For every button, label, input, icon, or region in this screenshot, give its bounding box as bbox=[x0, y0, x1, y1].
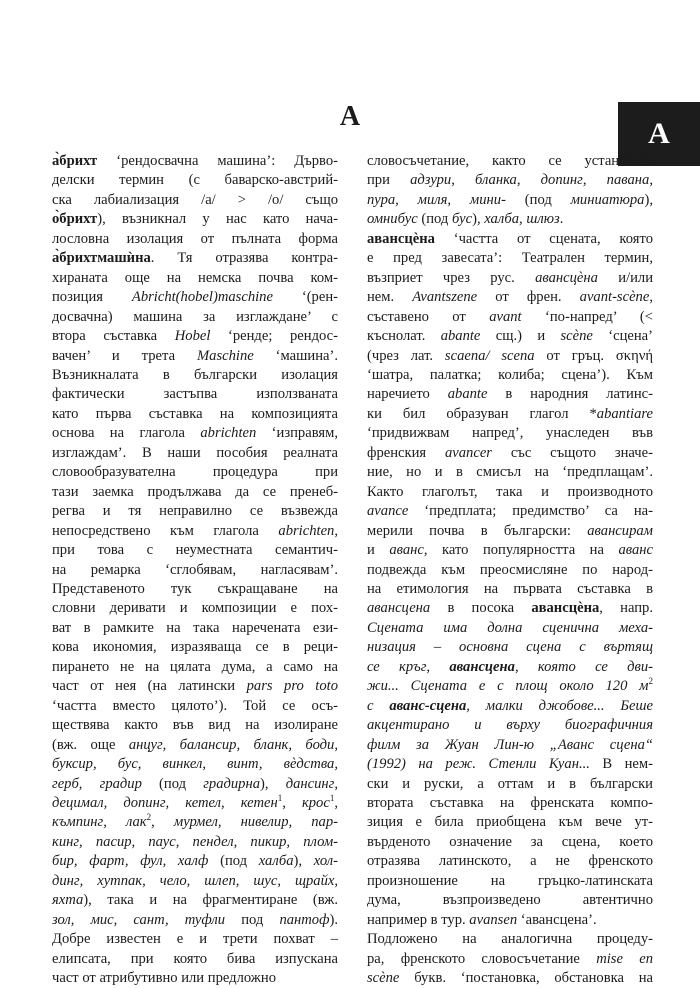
text-line: ‘частта вместо цялото’). Той се осъ- bbox=[52, 697, 338, 714]
text-line: децимал, допинг, кетел, кетен$^1$, крос$^1$, bbox=[52, 793, 338, 811]
text-line: ки бил образуван глагол *abantiare bbox=[367, 405, 653, 422]
text-line: буксир, бус, винкел, винт, вѐдства, bbox=[52, 756, 338, 773]
text-line: се кръг, авансцена, която се дви- bbox=[367, 658, 653, 675]
text-line: изглаждам’. В наши пособия реалната bbox=[52, 444, 338, 461]
text-line: авансцена в посока авансцѐна, напр. bbox=[367, 600, 653, 617]
text-line: отразява латинското, а не френското bbox=[367, 853, 653, 870]
text-line: зол, мис, сант, туфли под пантоф). bbox=[52, 911, 338, 928]
text-line: ра, френското словосъчетание mise en bbox=[367, 950, 653, 967]
text-line: scène букв. ‘постановка, обстановка на bbox=[367, 970, 653, 987]
text-line: ска лабиализация /a/ > /o/ също bbox=[52, 191, 338, 208]
text-line: омнибус (под бус), халба, шлюз. bbox=[367, 211, 564, 228]
text-line: кова икономия, изразяваща се в реци- bbox=[52, 639, 338, 656]
text-line: низация – основна сцена с въртящ bbox=[367, 639, 653, 656]
text-line: а̀брихтмашѝна. Тя отразява контра- bbox=[52, 250, 338, 267]
text-line: яхта), така и на фрагментиране (вж. bbox=[52, 892, 338, 909]
text-line: произношение на гръцко-латинската bbox=[367, 872, 653, 889]
text-line: пура, миля, мини- (под миниатюра), bbox=[367, 191, 653, 208]
text-line: ‘придвижвам напред’, унаследен във bbox=[367, 425, 653, 442]
text-line: делски термин (с баварско-австрий- bbox=[52, 172, 338, 189]
text-line: Представеното тук съкращаване на bbox=[52, 580, 338, 597]
text-line: бир, фарт, фул, халф (под халба), хол- bbox=[52, 853, 338, 870]
text-line: като първа съставка на композицията bbox=[52, 405, 338, 422]
text-line: при това с неуместната семантич- bbox=[52, 542, 338, 559]
text-line: съставено от avant ‘по-напред’ (< bbox=[367, 308, 654, 325]
text-line: на ремарка ‘сглобявам, нагласявам’. bbox=[52, 561, 338, 578]
text-line: при адзури, бланка, допинг, павана, bbox=[367, 172, 653, 189]
text-line: лословна изолация от пълната форма bbox=[52, 230, 338, 247]
text-line: динг, хутпак, чело, шлеп, шус, щрайх, bbox=[52, 872, 338, 889]
text-line: пирането не на цялата дума, а само на bbox=[52, 658, 338, 675]
text-line: (1992) на реж. Стенли Куан... В нем- bbox=[367, 756, 653, 773]
text-line: жи... Сцената е с площ около 120 $м^2$ bbox=[367, 676, 653, 695]
text-line: (чрез лат. scaena/ scena от гръц. σκηνή bbox=[367, 347, 653, 364]
text-line: тази заемка продължава да се пренеб- bbox=[52, 483, 338, 500]
text-line: къмпинг, лак$^2$, мурмел, нивелир, пар- bbox=[52, 812, 338, 831]
text-line: герб, градир (под градирна), дансинг, bbox=[52, 775, 338, 792]
text-line: словообразувателна процедура при bbox=[52, 464, 338, 481]
text-line: втората съставка на френската компо- bbox=[367, 794, 653, 811]
text-line: къснолат. abante сщ.) и scène ‘сцена’ bbox=[367, 328, 653, 345]
left-text-column bbox=[52, 152, 338, 988]
text-line: елипсата, при която бива изпускана bbox=[52, 950, 338, 967]
text-line: а̀брихт ‘рендосвачна машина’: Дърво- bbox=[52, 153, 338, 169]
text-line: втора съставка Hobel ‘ренде; рендос- bbox=[52, 328, 338, 345]
text-line: и аванс, като популярността на аванс bbox=[367, 542, 653, 559]
thumb-index-letter: А bbox=[648, 117, 670, 150]
text-line: ществява както във вид на изолиране bbox=[52, 717, 338, 734]
text-line: дума, възпроизведено автентично bbox=[367, 892, 653, 909]
text-line: мерили почва в български: авансирам bbox=[367, 522, 653, 539]
text-line: подвежда към преосмисляне по народ- bbox=[367, 561, 653, 578]
text-line: непосредствено към глагола abrichten, bbox=[52, 522, 338, 539]
text-line: авансцѐна ‘частта от сцената, която bbox=[367, 230, 653, 247]
text-line: фактически застъпва използваната bbox=[52, 386, 338, 403]
text-line: досвачна) машина за изглаждане’ с bbox=[52, 308, 338, 325]
text-line: ват в рамките на така наречената ези- bbox=[52, 619, 338, 636]
text-line: кинг, пасир, паус, пендел, пикир, плом- bbox=[52, 833, 338, 850]
text-line: наречието abante в народния латинс- bbox=[367, 386, 653, 403]
text-line: основа на глагола abrichten ‘изправям, bbox=[52, 425, 338, 442]
text-line: върденото означение за сцена, което bbox=[367, 833, 653, 850]
text-line: Както глаголът, така и производното bbox=[367, 483, 653, 500]
text-line: словни деривати и композиции е пох- bbox=[52, 600, 338, 617]
text-line: хираната още на немска почва ком- bbox=[52, 269, 338, 286]
text-line: например в тур. avansen ‘авансцена’. bbox=[367, 911, 597, 928]
right-text-column bbox=[367, 152, 653, 988]
text-line: част от нея (на латински pars pro toto bbox=[52, 678, 338, 695]
text-line: ски и руски, а оттам и в български bbox=[367, 775, 653, 792]
text-line: Сцената има долна сценична меха- bbox=[367, 619, 653, 636]
text-line: акцентирано и върху биографичния bbox=[367, 717, 653, 734]
text-line: о̀брихт), възникнал у нас като нача- bbox=[52, 211, 338, 228]
text-line: Възникналата в български изолация bbox=[52, 366, 338, 383]
text-line: възприет чрез рус. авансцѐна и/или bbox=[367, 269, 653, 286]
text-line: част от атрибутивно или предложно bbox=[52, 970, 276, 987]
text-line: регва и тя неправилно се възвежда bbox=[52, 503, 338, 520]
text-line: френския avancer със същото значе- bbox=[367, 444, 653, 461]
page-letter-heading: А bbox=[339, 101, 361, 132]
text-line: вачен’ и трета Maschine ‘машина’. bbox=[52, 347, 338, 364]
text-line: нем. Avantszene от френ. avant-scène, bbox=[367, 289, 653, 306]
text-line: avance ‘предплата; предимство’ са на- bbox=[367, 503, 653, 520]
text-line: ние, но и в смисъл на ‘предплащам’. bbox=[367, 464, 653, 481]
text-line: на етимология на първата съставка в bbox=[367, 580, 653, 597]
text-line: (вж. още анцуг, балансир, бланк, боди, bbox=[52, 736, 338, 753]
text-line: ‘шатра, палатка; колиба; сцена’). Към bbox=[367, 366, 653, 383]
text-line: е пред завесата’: Театрален термин, bbox=[367, 250, 653, 267]
text-line: филм за Жуан Лин-ю „Аванс сцена“ bbox=[367, 736, 653, 753]
text-line: Добре известен е и трети похват – bbox=[52, 931, 338, 948]
text-line: с аванс-сцена, малки джобове... Беше bbox=[367, 697, 653, 714]
text-line: зиция е била приобщена към вече ут- bbox=[367, 814, 653, 831]
text-line: Подложено на аналогична процеду- bbox=[367, 931, 653, 948]
text-line: словосъчетание, както се установява bbox=[367, 153, 653, 169]
text-line: позиция Abricht(hobel)maschine ‘(рен- bbox=[52, 289, 338, 306]
